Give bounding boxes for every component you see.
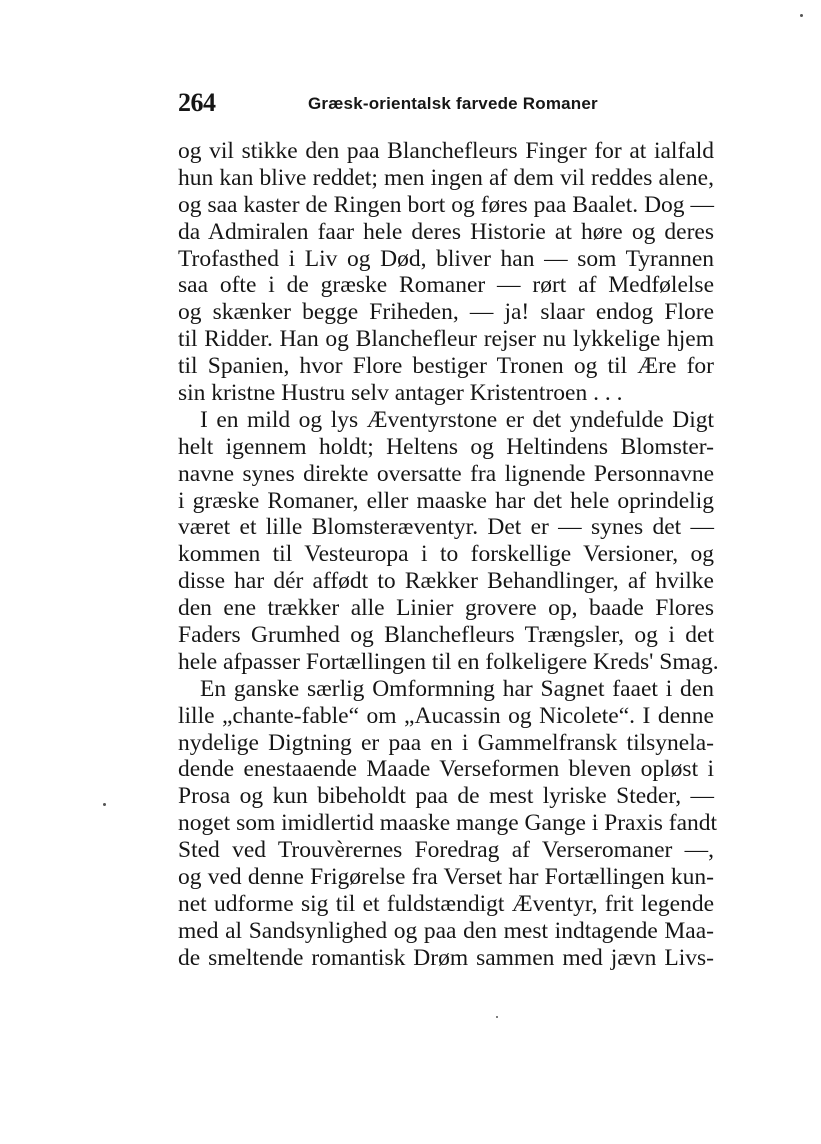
text-line: lille „chante-fable“ om „Aucassin og Nicolete“. I denne [178, 702, 714, 729]
scan-speck [496, 1016, 498, 1018]
text-line: da Admiralen faar hele deres Historie at høre og deres [178, 218, 714, 245]
running-title: Græsk-orientalsk farvede Romaner [308, 94, 598, 113]
text-line: net udforme sig til et fuldstændigt Æventyr, frit legende [178, 890, 714, 917]
scan-speck [800, 14, 803, 17]
text-line: sin kristne Hustru selv antager Kristentroen . . . [178, 380, 623, 407]
text-line: dende enestaaende Maade Verseformen bleven opløst i [178, 756, 714, 783]
text-line: nydelige Digtning er paa en i Gammelfransk tilsynela- [178, 729, 714, 756]
text-line: til Spanien, hvor Flore bestiger Tronen og til Ære for [178, 353, 714, 380]
text-line: Faders Grumhed og Blanchefleurs Trængsler, og i det [178, 622, 714, 649]
text-line: Sted ved Trouvèrernes Foredrag af Verseromaner —, [178, 837, 714, 864]
text-line: hun kan blive reddet; men ingen af dem vil reddes alene, [178, 164, 714, 191]
text-line: med al Sandsynlighed og paa den mest indtagende Maa- [178, 917, 714, 944]
text-line: helt igennem holdt; Heltens og Heltindens Blomster- [178, 433, 714, 460]
text-line: og skænker begge Friheden, — ja! slaar endog Flore [178, 299, 714, 326]
text-line: navne synes direkte oversatte fra lignende Personnavne [178, 460, 714, 487]
text-line: disse har dér affødt to Rækker Behandlinger, af hvilke [178, 568, 714, 595]
text-line: og vil stikke den paa Blanchefleurs Finger for at ialfald [178, 138, 714, 164]
scan-speck [103, 803, 106, 806]
text-line: hele afpasser Fortællingen til en folkeligere Kreds' Smag. [178, 648, 719, 675]
text-line: noget som imidlertid maaske mange Gange i Praxis fandt [178, 810, 718, 837]
text-line: til Ridder. Han og Blanchefleur rejser nu lykkelige hjem [178, 326, 714, 353]
text-line: I en mild og lys Æventyrstone er det yndefulde Digt [200, 406, 714, 433]
body-text [178, 138, 719, 972]
text-line: de smeltende romantisk Drøm sammen med jævn Livs- [178, 944, 714, 971]
text-line: kommen til Vesteuropa i to forskellige Versioner, og [178, 541, 714, 568]
text-line: saa ofte i de græske Romaner — rørt af Medfølelse [178, 272, 714, 299]
page-number: 264 [178, 88, 216, 117]
text-line: i græske Romaner, eller maaske har det hele oprindelig [178, 487, 714, 514]
text-line: En ganske særlig Omformning har Sagnet faaet i den [200, 675, 714, 702]
text-line: Trofasthed i Liv og Død, bliver han — som Tyrannen [178, 245, 714, 272]
page-header [178, 88, 718, 118]
text-line: været et lille Blomsteræventyr. Det er — synes det — [178, 514, 714, 541]
text-line: og saa kaster de Ringen bort og føres paa Baalet. Dog — [178, 191, 714, 218]
text-line: den ene trækker alle Linier grovere op, baade Flores [178, 595, 714, 622]
text-line: og ved denne Frigørelse fra Verset har Fortællingen kun- [178, 864, 714, 891]
text-line: Prosa og kun bibeholdt paa de mest lyriske Steder, — [178, 783, 714, 810]
